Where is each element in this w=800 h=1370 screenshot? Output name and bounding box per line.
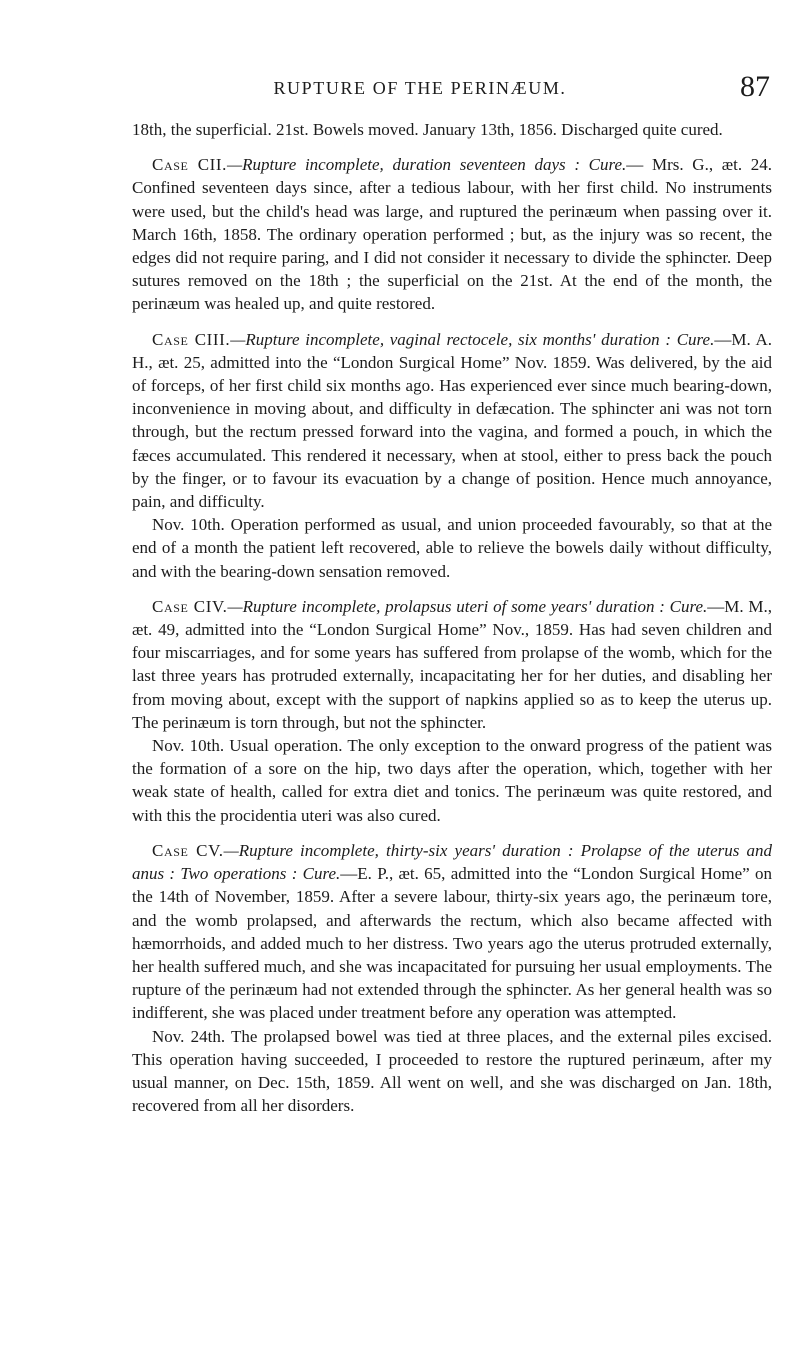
paragraph-text: Nov. 10th. Operation performed as usual, and union proceeded favourably, so that at the end of a month the patient left recovered, able to relieve the bowels daily without difficulty, and with the bearing-down sensation removed. [132, 515, 772, 581]
case-cv-followup-paragraph [132, 1025, 772, 1118]
case-heading: —Rupture incomplete, prolapsus uteri of some years' duration : Cure. [227, 596, 708, 616]
case-civ-paragraph [132, 595, 772, 734]
running-head [134, 70, 770, 104]
case-ciii-followup-paragraph [132, 513, 772, 583]
case-heading: —Rupture incomplete, vaginal rectocele, six months' duration : Cure. [230, 329, 715, 349]
case-cii-paragraph [132, 153, 772, 315]
paragraph-text: —M. A. H., æt. 25, admitted into the “London Surgical Home” Nov. 1859. Was delivered, by the aid of forceps, of her first child six months ago. Has experienced ever since much bearing-down, inconvenience in moving about, and difficulty in defæcation. The sphincter ani was not torn through, but the rectum pressed forward into the vagina, and formed a pouch, in which the fæces accumulated. This rendered it necessary, when at stool, either to press back the pouch by the finger, or to favour its evacuation by a change of position. Hence much annoyance, pain, and difficulty. [132, 329, 772, 512]
paragraph-continuation [132, 118, 772, 141]
case-label: Case CIV. [152, 596, 228, 616]
page-number: 87 [740, 70, 770, 103]
case-label: Case CV. [152, 840, 224, 860]
paragraph-text: —E. P., æt. 65, admitted into the “London Surgical Home” on the 14th of November, 1859. After a severe labour, thirty-six years ago, the perinæum tore, and the womb prolapsed, and afterwards the rectum, which also became affected with hæmorrhoids, and added much to her distress. Two years ago the uterus protruded externally, her health suffered much, and she was incapacitated for pursuing her usual employments. The rupture of the perinæum had not extended through the sphincter. As her general health was so indifferent, she was placed under treatment before any operation was attempted. [132, 864, 772, 1023]
case-heading: —Rupture incomplete, thirty-six years' duration : Prolapse of the uterus and anus : Two operations : Cure. [132, 840, 773, 884]
paragraph-text: Nov. 10th. Usual operation. The only exception to the onward progress of the patient was the formation of a sore on the hip, two days after the operation, which, together with her weak state of health, called for extra diet and tonics. The perinæum was quite restored, and with this the procidentia uteri was also cured. [132, 736, 772, 825]
paragraph-text: —M. M., æt. 49, admitted into the “London Surgical Home” Nov., 1859. Has had seven children and four miscarriages, and for some years has suffered from prolapse of the womb, which for the last three years has protruded externally, incapacitating her for her duties, and disabling her from moving about, except with the support of napkins applied so as to keep the uterus up. The perinæum is torn through, but not the sphincter. [132, 596, 773, 732]
case-ciii-paragraph [132, 328, 772, 514]
case-civ-followup-paragraph [132, 734, 772, 827]
case-heading: —Rupture incomplete, duration seventeen days : Cure. [227, 155, 627, 175]
body-text [132, 118, 772, 1117]
paragraph-text: 18th, the superficial. 21st. Bowels moved. January 13th, 1856. Discharged quite cured. [132, 120, 723, 139]
case-label: Case CIII. [152, 329, 231, 349]
paragraph-text: Nov. 24th. The prolapsed bowel was tied at three places, and the external piles excised. This operation having succeeded, I proceeded to restore the ruptured perinæum, after my usual manner, on Dec. 15th, 1859. All went on well, and she was discharged on Jan. 18th, recovered from all her disorders. [132, 1026, 772, 1116]
running-title: RUPTURE OF THE PERINÆUM. [273, 78, 567, 98]
case-cv-paragraph [132, 839, 772, 1025]
case-label: Case CII. [152, 155, 228, 175]
paragraph-text: — Mrs. G., æt. 24. Confined seventeen days since, after a tedious labour, with her first child. No instruments were used, but the child's head was large, and ruptured the perinæum when passing over it. March 16th, 1858. The ordinary operation performed ; but, as the injury was so recent, the edges did not require paring, and I did not consider it necessary to divide the sphincter. Deep sutures removed on the 18th ; the superficial on the 21st. At the end of the month, the perinæum was healed up, and quite restored. [132, 155, 773, 314]
